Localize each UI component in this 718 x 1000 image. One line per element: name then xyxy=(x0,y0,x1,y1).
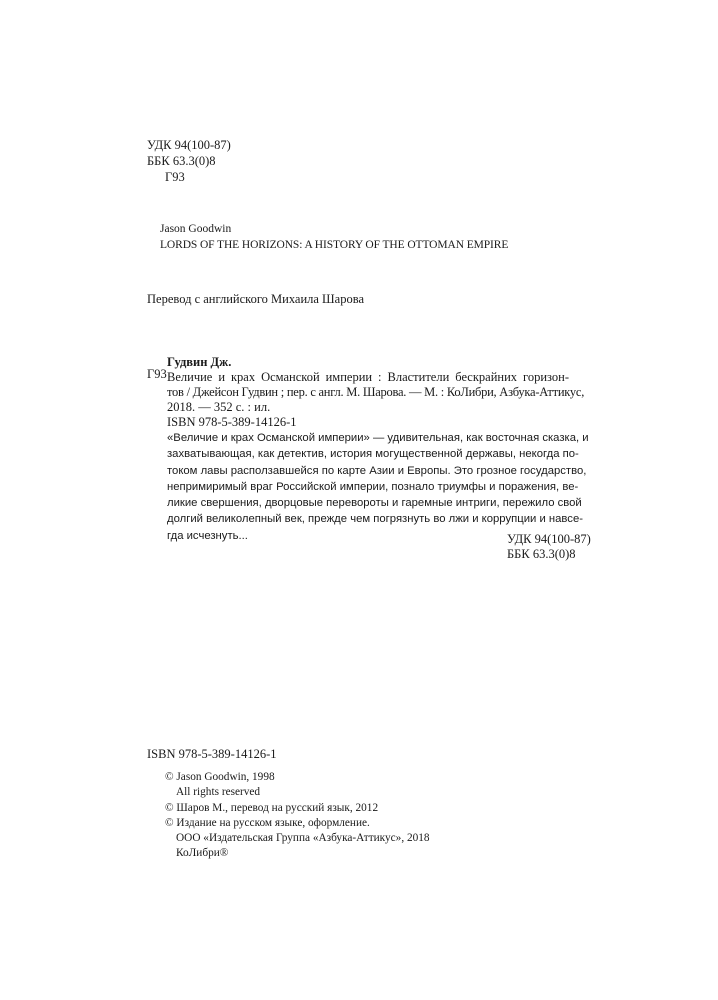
annotation-line: током лавы расползавшейся по карте Азии и Европы. Это грозное государство, xyxy=(167,464,587,477)
catalog-body xyxy=(167,355,585,430)
translator-credit: Перевод с английского Михаила Шарова xyxy=(147,292,364,306)
author-mark: Г93 xyxy=(165,170,185,184)
catalog-line: Величие и крах Османской империи : Властители бескрайних горизон- xyxy=(167,370,569,384)
copyright-line: ООО «Издательская Группа «Азбука-Аттикус», 2018 xyxy=(176,832,430,845)
annotation-line: захватывающая, как детектив, история могущественной державы, некогда по- xyxy=(167,448,579,461)
udk-code: УДК 94(100-87) xyxy=(507,532,591,546)
annotation-line: гда исчезнуть... xyxy=(167,529,248,542)
copyright-line: КоЛибри® xyxy=(176,847,229,860)
catalog-line: тов / Джейсон Гудвин ; пер. с англ. М. Шарова. — М. : КоЛибри, Азбука-Аттикус, xyxy=(167,385,585,399)
annotation-line: ликие свершения, дворцовые перевороты и гаремные интриги, пережило свой xyxy=(167,497,582,510)
classification-codes-top xyxy=(147,137,231,185)
original-author: Jason Goodwin xyxy=(160,223,232,235)
original-title: LORDS OF THE HORIZONS: A HISTORY OF THE OTTOMAN EMPIRE xyxy=(160,239,509,251)
bbk-code: ББК 63.3(0)8 xyxy=(147,154,216,168)
catalog-line: 2018. — 352 с. : ил. xyxy=(167,400,271,414)
original-edition-info xyxy=(160,221,508,253)
isbn: ISBN 978-5-389-14126-1 xyxy=(147,747,277,761)
annotation-line: непримиримый враг Российской империи, познало триумфы и поражения, ве- xyxy=(167,480,579,493)
udk-code: УДК 94(100-87) xyxy=(147,138,231,152)
classification-codes-right xyxy=(507,532,591,562)
book-annotation xyxy=(167,430,589,544)
catalog-author-mark: Г93 xyxy=(147,367,167,381)
copyright-line: © Jason Goodwin, 1998 xyxy=(165,771,275,783)
bbk-code: ББК 63.3(0)8 xyxy=(507,547,576,561)
copyright-line: All rights reserved xyxy=(176,786,261,799)
copyright-line: © Издание на русском языке, оформление. xyxy=(165,816,370,829)
annotation-line: долгий великолепный век, прежде чем погрязнуть во лжи и коррупции и навсе- xyxy=(167,513,583,526)
copyright-block xyxy=(165,770,430,862)
copyright-line: © Шаров М., перевод на русский язык, 2012 xyxy=(165,801,379,814)
catalog-isbn: ISBN 978-5-389-14126-1 xyxy=(167,415,297,429)
catalog-author: Гудвин Дж. xyxy=(167,355,232,369)
annotation-line: «Величие и крах Османской империи» — удивительная, как восточная сказка, и xyxy=(167,432,589,444)
